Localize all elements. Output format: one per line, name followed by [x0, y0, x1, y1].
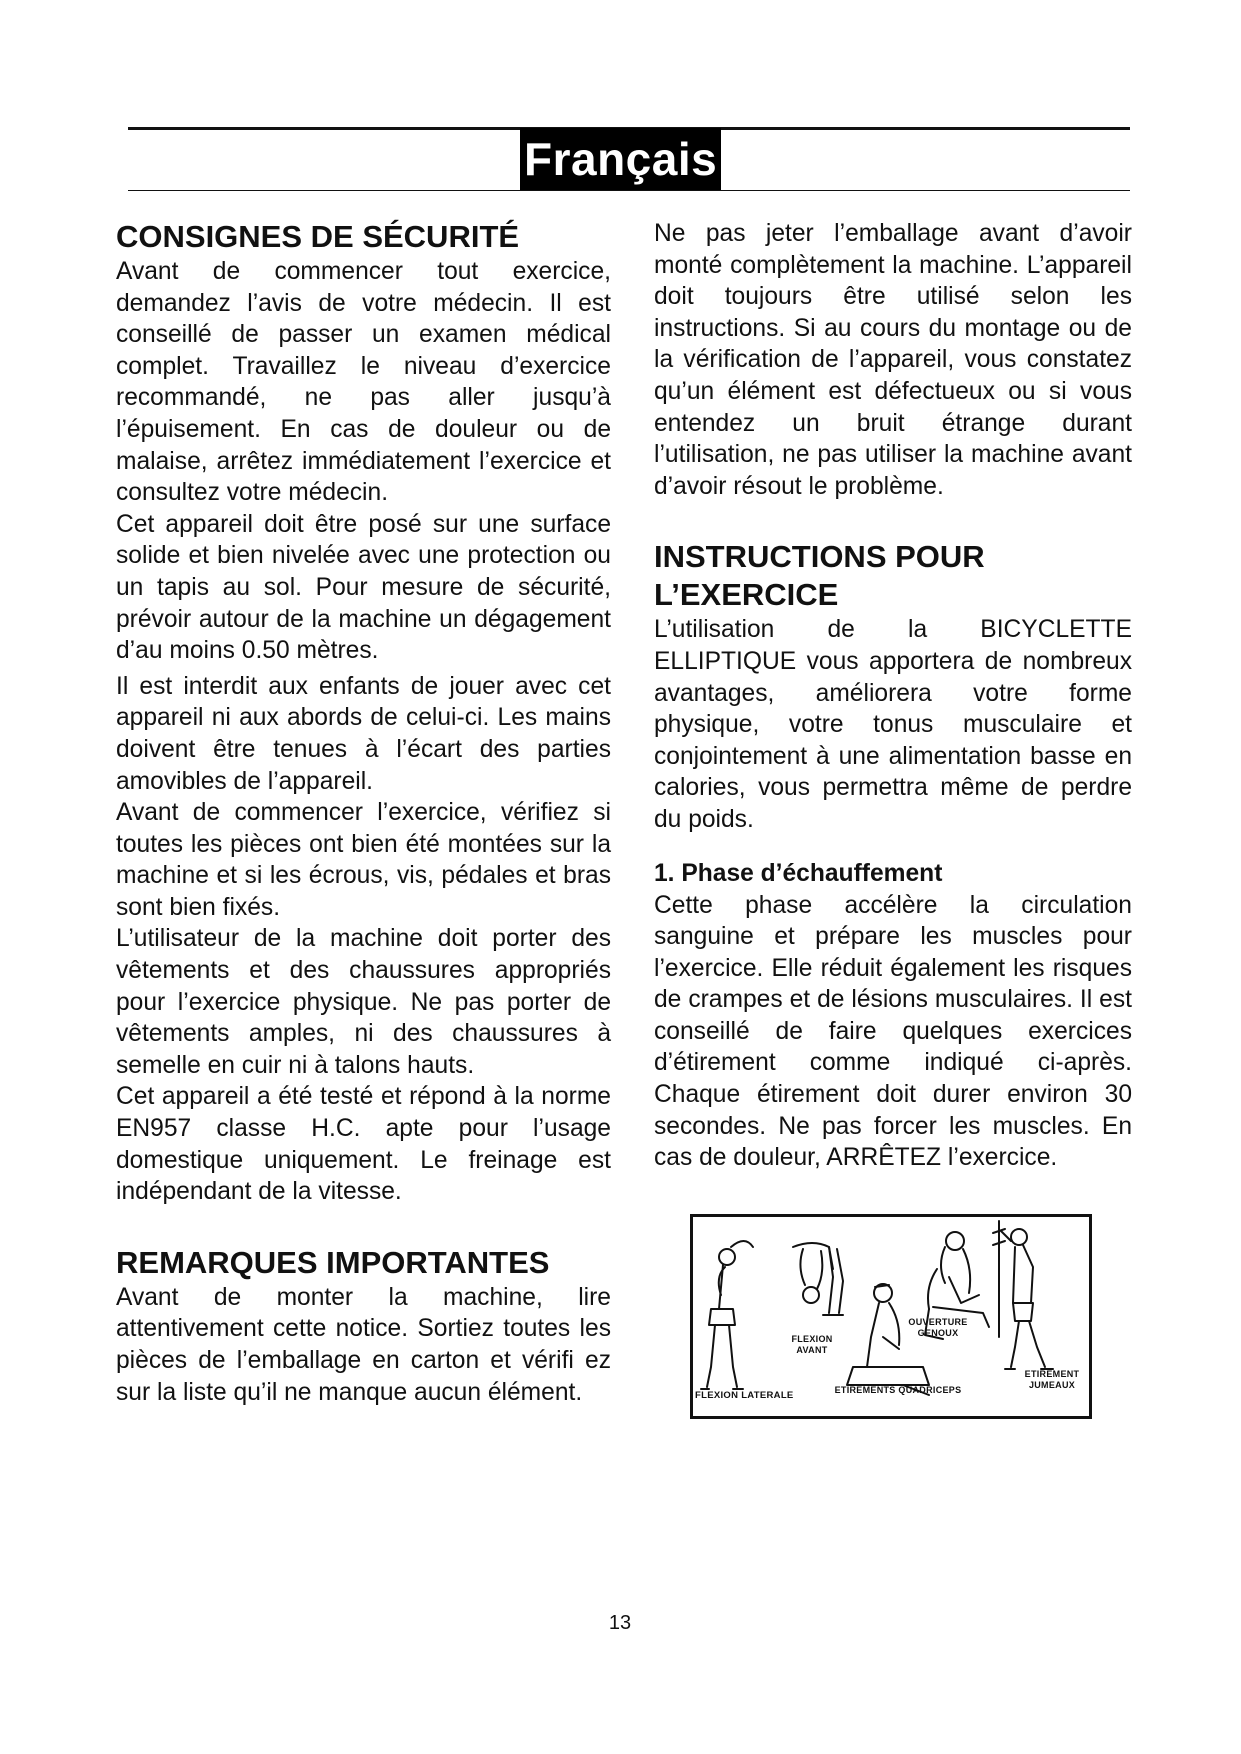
label-forward-bend-line1: FLEXION	[791, 1333, 833, 1344]
calf-stretch-figure	[993, 1221, 1053, 1369]
label-calf-stretch-line1: ETIREMENT	[1024, 1368, 1080, 1379]
safety-paragraph: L’utilisateur de la machine doit porter des vêtements et des chaussures appropriés pour l’exercice physique. Ne pas porter de vêtements amples, ni des chaussures à semelle en cuir ni à talons hauts.	[116, 925, 611, 1079]
safety-paragraph: Cet appareil doit être posé sur une surface solide et bien nivelée avec une protection ou un tapis au sol. Pour mesure de sécurité, prévoir autour de la machine un dégagement d’au moins 0.50 mètres.	[116, 510, 611, 665]
packaging-paragraph: Ne pas jeter l’emballage avant d’avoir monté complètement la machine. L’appareil doit toujours être utilisé selon les instructions. Si au cours du montage ou de la vérification de l’appareil, vous constatez qu’un élément est défectueux ou si vous entendez un bruit étrange durant l’utilisation, ne pas utiliser la machine avant d’avoir résout le problème.	[654, 220, 1132, 500]
language-label: Français	[520, 128, 721, 190]
forward-bend-figure	[793, 1243, 843, 1315]
warmup-title: 1. Phase d’échauffement	[654, 859, 943, 887]
safety-paragraph: Il est interdit aux enfants de jouer avec cet appareil ni aux abords de celui-ci. Les mains doivent être tenues à l’écart des parties amovibles de l’appareil.	[116, 672, 611, 795]
instructions-title-line2: L’EXERCICE	[654, 577, 839, 613]
remarks-paragraph: Avant de monter la machine, lire attentivement cette notice. Sortiez toutes les pièces de l’emballage en carton et vérifi ez sur la liste qu’il ne manque aucun élément.	[116, 1283, 611, 1406]
label-quad-stretch: ETIREMENTS QUADRICEPS	[834, 1384, 962, 1395]
label-knee-opening-line1: OUVERTURE	[908, 1316, 968, 1327]
stretching-exercises-illustration	[690, 1214, 1092, 1419]
label-lateral-bend: FLEXION LATERALE	[695, 1389, 794, 1401]
label-knee-opening-line2: GENOUX	[917, 1327, 959, 1338]
header-rule-bottom	[128, 190, 1130, 191]
remarks-title: REMARQUES IMPORTANTES	[116, 1244, 550, 1280]
safety-title: CONSIGNES DE SÉCURITÉ	[116, 219, 520, 254]
right-column	[654, 218, 1132, 1419]
safety-paragraph: Avant de commencer tout exercice, demandez l’avis de votre médecin. Il est conseillé de passer un examen médical complet. Travaillez le niveau d’exercice recommandé, ne pas aller jusqu’à l’épuisement. En cas de douleur ou de malaise, arrêtez immédiatement l’exercice et consultez votre médecin.	[116, 258, 611, 507]
label-calf-stretch-line2: JUMEAUX	[1028, 1379, 1076, 1390]
label-forward-bend-line2: AVANT	[796, 1344, 828, 1355]
instructions-paragraph: L’utilisation de la BICYCLETTE ELLIPTIQUE vous apportera de nombreux avantages, améliorera votre forme physique, votre tonus musculaire et conjointement à une alimentation basse en calories, vous permettra même de perdre du poids.	[654, 616, 1132, 833]
page-number: 13	[608, 1612, 632, 1634]
warmup-paragraph: Cette phase accélère la circulation sanguine et prépare les muscles pour l’exercice. Elle réduit également les risques de crampes et de lésions musculaires. Il est conseillé de faire quelques exercices d’étirement comme indiqué ci-après. Chaque étirement doit durer environ 30 secondes. Ne pas forcer les muscles. En cas de douleur, ARRÊTEZ l’exercice.	[654, 891, 1132, 1172]
instructions-title-line1: INSTRUCTIONS POUR	[654, 539, 985, 575]
quad-stretch-figure	[847, 1284, 929, 1395]
lateral-bend-figure	[701, 1241, 753, 1389]
left-column	[116, 218, 611, 1408]
safety-paragraph: Avant de commencer l’exercice, vérifiez si toutes les pièces ont bien été montées sur la machine et si les écrous, vis, pédales et bras sont bien fixés.	[116, 799, 611, 921]
safety-paragraph: Cet appareil a été testé et répond à la norme EN957 classe H.C. apte pour l’usage domestique uniquement. Le freinage est indépendant de la vitesse.	[116, 1083, 611, 1206]
